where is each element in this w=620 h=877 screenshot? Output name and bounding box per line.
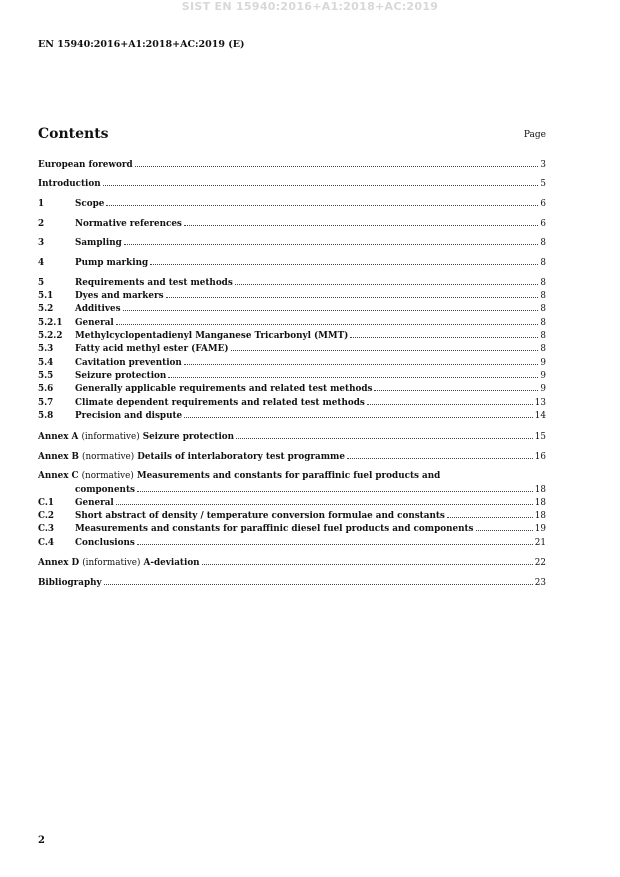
toc-entry-page: 21	[534, 538, 546, 548]
toc-entry-page: 9	[540, 358, 546, 368]
dot-leader	[124, 244, 539, 245]
toc-entry-annex-a[interactable]	[38, 431, 546, 443]
toc-entry-number: 5.8	[38, 411, 54, 421]
toc-entry-page: 8	[540, 318, 546, 328]
dot-leader	[236, 438, 533, 439]
toc-entry-5-2[interactable]	[38, 303, 546, 315]
toc-entry-page: 15	[534, 432, 546, 442]
annex-type: (normative)	[81, 471, 134, 481]
toc-entry-c-3[interactable]	[38, 523, 546, 535]
toc-entry-number: C.3	[38, 524, 55, 534]
toc-entry-title: Conclusions	[75, 538, 135, 548]
dot-leader	[135, 166, 539, 167]
toc-entry-title: Cavitation prevention	[75, 358, 182, 368]
toc-entry-title: Introduction	[38, 179, 101, 189]
toc-entry-title	[38, 470, 440, 482]
toc-entry-5-7[interactable]	[38, 397, 546, 409]
toc-entry-c-1[interactable]	[38, 497, 546, 509]
toc-entry-2[interactable]	[38, 218, 546, 230]
toc-entry-title	[38, 431, 234, 443]
document-id: EN 15940:2016+A1:2018+AC:2019 (E)	[38, 39, 245, 50]
dot-leader	[231, 350, 539, 351]
dot-leader	[123, 310, 539, 311]
toc-entry-page: 8	[540, 344, 546, 354]
toc-entry-title: Normative references	[75, 219, 182, 229]
contents-title: Contents	[38, 126, 109, 142]
toc-entry-annex-c-continuation[interactable]	[75, 484, 546, 496]
dot-leader	[347, 458, 533, 459]
toc-entry-page: 14	[534, 411, 546, 421]
toc-entry-5-2-1[interactable]	[38, 317, 546, 329]
annex-title: A-deviation	[143, 558, 200, 568]
annex-type: (informative)	[82, 558, 141, 568]
toc-entry-title: Additives	[75, 304, 121, 314]
toc-entry-number: 5.5	[38, 371, 54, 381]
toc-entry-5[interactable]	[38, 277, 546, 289]
annex-title: Measurements and constants for paraffinic fuel products and	[136, 471, 441, 481]
toc-entry-number: 3	[38, 238, 45, 248]
toc-entry-c-4[interactable]	[38, 537, 546, 549]
dot-leader	[116, 324, 539, 325]
dot-leader	[235, 284, 539, 285]
toc-entry-number: 5.4	[38, 358, 54, 368]
toc-entry-number: 1	[38, 199, 45, 209]
toc-entry-title: Generally applicable requirements and related test methods	[75, 384, 373, 394]
dot-leader	[350, 337, 538, 338]
toc-entry-number: C.4	[38, 538, 55, 548]
toc-entry-3[interactable]	[38, 237, 546, 249]
toc-entry-page: 6	[540, 199, 546, 209]
annex-title: Details of interlaboratory test programme	[137, 452, 345, 462]
toc-entry-page: 18	[534, 511, 546, 521]
toc-entry-page: 13	[534, 398, 546, 408]
toc-entry-page: 9	[540, 371, 546, 381]
dot-leader	[116, 504, 533, 505]
toc-entry-european-foreword[interactable]	[38, 159, 546, 171]
toc-entry-page: 22	[534, 558, 546, 568]
watermark: SIST EN 15940:2016+A1:2018+AC:2019	[181, 0, 439, 13]
toc-entry-title: Short abstract of density / temperature conversion formulae and constants	[75, 511, 445, 521]
toc-entry-title: Sampling	[75, 238, 122, 248]
toc-entry-number: C.1	[38, 498, 55, 508]
toc-entry-title: Dyes and markers	[75, 291, 164, 301]
toc-entry-page: 3	[540, 160, 546, 170]
dot-leader	[166, 297, 539, 298]
toc-entry-4[interactable]	[38, 257, 546, 269]
dot-leader	[447, 517, 533, 518]
toc-entry-annex-b[interactable]	[38, 451, 546, 463]
toc-entry-title	[38, 557, 200, 569]
toc-entry-title: European foreword	[38, 160, 133, 170]
toc-entry-number: 4	[38, 258, 45, 268]
toc-entry-page: 18	[534, 498, 546, 508]
toc-entry-5-8[interactable]	[38, 410, 546, 422]
toc-entry-number: 5.3	[38, 344, 54, 354]
toc-entry-number: 5.1	[38, 291, 54, 301]
toc-entry-page: 8	[540, 278, 546, 288]
toc-entry-title-continuation: components	[75, 485, 135, 495]
dot-leader	[374, 390, 538, 391]
toc-entry-title: Measurements and constants for paraffinic diesel fuel products and components	[75, 524, 474, 534]
toc-entry-page: 8	[540, 291, 546, 301]
toc-entry-5-4[interactable]	[38, 357, 546, 369]
dot-leader	[104, 584, 533, 585]
annex-type: (informative)	[81, 432, 140, 442]
annex-label: Annex D	[38, 558, 80, 568]
toc-entry-title: General	[75, 318, 114, 328]
toc-entry-page: 6	[540, 219, 546, 229]
toc-entry-5-5[interactable]	[38, 370, 546, 382]
dot-leader	[476, 530, 533, 531]
toc-entry-page: 8	[540, 304, 546, 314]
toc-entry-page: 8	[540, 331, 546, 341]
toc-entry-5-2-2[interactable]	[38, 330, 546, 342]
toc-entry-annex-c[interactable]	[38, 470, 546, 482]
dot-leader	[184, 225, 539, 226]
toc-entry-number: 5	[38, 278, 45, 288]
toc-entry-number: 5.2.1	[38, 318, 63, 328]
toc-entry-title: Fatty acid methyl ester (FAME)	[75, 344, 229, 354]
toc-entry-number: 5.7	[38, 398, 54, 408]
toc-entry-introduction[interactable]	[38, 178, 546, 190]
toc-entry-page: 9	[540, 384, 546, 394]
toc-entry-title: Climate dependent requirements and related test methods	[75, 398, 365, 408]
toc-entry-page: 16	[534, 452, 546, 462]
toc-entry-5-1[interactable]	[38, 290, 546, 302]
toc-entry-title: Seizure protection	[75, 371, 167, 381]
toc-entry-bibliography[interactable]	[38, 577, 546, 589]
toc-entry-page: 8	[540, 238, 546, 248]
toc-entry-number: C.2	[38, 511, 55, 521]
toc-entry-number: 5.6	[38, 384, 54, 394]
dot-leader	[137, 491, 533, 492]
dot-leader	[137, 544, 533, 545]
toc-entry-title: Pump marking	[75, 258, 149, 268]
dot-leader	[168, 377, 538, 378]
dot-leader	[202, 564, 533, 565]
toc-entry-title: Bibliography	[38, 578, 102, 588]
page-number: 2	[38, 835, 45, 846]
toc-entry-annex-d[interactable]	[38, 557, 546, 569]
annex-label: Annex C	[38, 471, 79, 481]
toc-entry-number: 2	[38, 219, 45, 229]
dot-leader	[367, 404, 533, 405]
toc-entry-title: Methylcyclopentadienyl Manganese Tricarbonyl (MMT)	[75, 331, 349, 341]
toc-entry-page: 23	[534, 578, 546, 588]
toc-entry-1[interactable]	[38, 198, 546, 210]
dot-leader	[184, 364, 539, 365]
toc-entry-page: 19	[534, 524, 546, 534]
annex-label: Annex B	[38, 452, 79, 462]
dot-leader	[103, 185, 539, 186]
dot-leader	[106, 205, 538, 206]
toc-entry-page: 5	[540, 179, 546, 189]
page-column-header: Page	[523, 130, 546, 140]
toc-entry-title	[38, 451, 345, 463]
toc-entry-5-6[interactable]	[38, 383, 546, 395]
toc-entry-title: Precision and dispute	[75, 411, 183, 421]
toc-entry-number: 5.2.2	[38, 331, 63, 341]
annex-label: Annex A	[38, 432, 79, 442]
toc-entry-page: 8	[540, 258, 546, 268]
toc-entry-title: General	[75, 498, 114, 508]
toc-entry-title: Scope	[75, 199, 105, 209]
dot-leader	[184, 417, 533, 418]
toc-entry-title: Requirements and test methods	[75, 278, 233, 288]
annex-type: (normative)	[82, 452, 135, 462]
toc-entry-number: 5.2	[38, 304, 54, 314]
dot-leader	[150, 264, 538, 265]
toc-entry-page: 18	[534, 485, 546, 495]
toc-entry-5-3[interactable]	[38, 343, 546, 355]
toc-entry-c-2[interactable]	[38, 510, 546, 522]
annex-title: Seizure protection	[142, 432, 235, 442]
